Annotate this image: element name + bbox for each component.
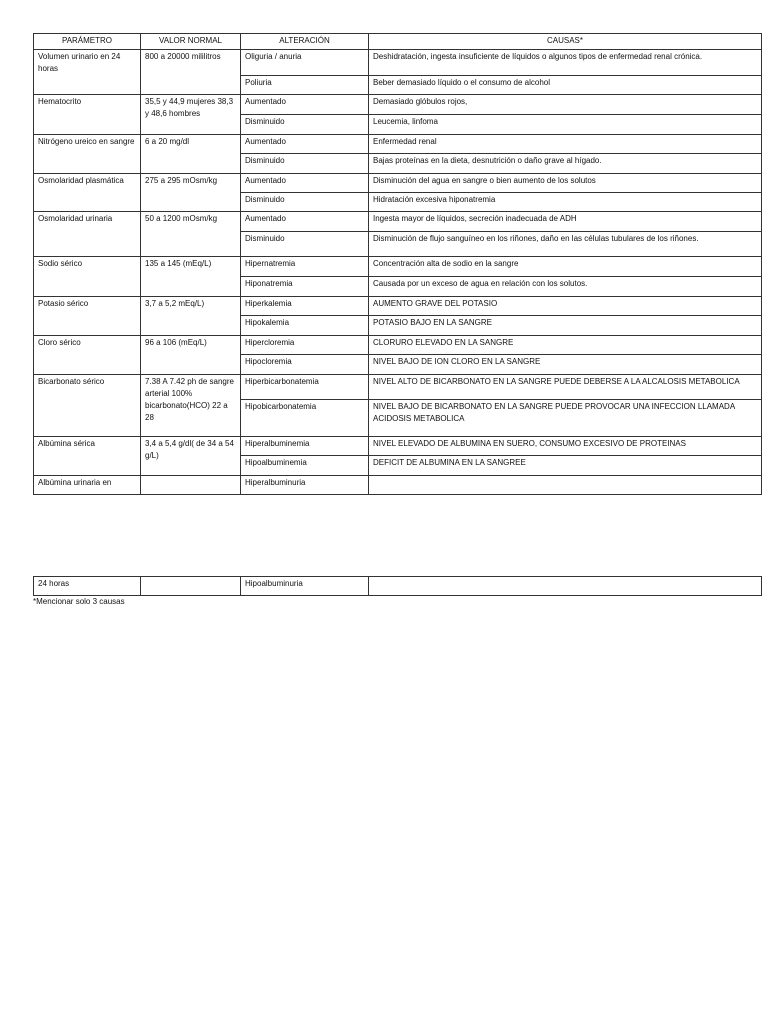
- valor-cell: 3,7 a 5,2 mEq/L): [141, 297, 241, 336]
- table-row: [34, 297, 762, 316]
- alteracion-cell: Hipernatremia: [241, 257, 369, 277]
- alteracion-cell: Oliguria / anuria: [241, 50, 369, 76]
- alteracion-cell: Hiperbicarbonatemia: [241, 375, 369, 400]
- causa-cell: AUMENTO GRAVE DEL POTASIO: [369, 297, 762, 316]
- table-row: [34, 212, 762, 232]
- causa-cell: CLORURO ELEVADO EN LA SANGRE: [369, 336, 762, 355]
- table-row: [34, 50, 762, 76]
- alteracion-cell: Hipobicarbonatemia: [241, 400, 369, 437]
- causa-cell: Leucemia, linfoma: [369, 115, 762, 135]
- table-row: [34, 257, 762, 277]
- header-causas: CAUSAS*: [369, 34, 762, 50]
- valor-cell: [141, 476, 241, 495]
- alteracion-cell: Aumentado: [241, 135, 369, 154]
- table-row: [34, 375, 762, 400]
- causa-cell: Ingesta mayor de líquidos, secreción inadecuada de ADH: [369, 212, 762, 232]
- parametro-cell: Osmolaridad plasmática: [34, 174, 141, 212]
- parametro-cell: Hematocrito: [34, 95, 141, 135]
- valor-cell: 96 a 106 (mEq/L): [141, 336, 241, 375]
- alteracion-cell: Disminuido: [241, 193, 369, 212]
- valor-cell: 3,4 a 5,4 g/dl( de 34 a 54 g/L): [141, 437, 241, 476]
- causa-cell: DEFICIT DE ALBUMINA EN LA SANGREE: [369, 456, 762, 476]
- table-row: [34, 174, 762, 193]
- table-row: [34, 437, 762, 456]
- alteracion-cell: Aumentado: [241, 95, 369, 115]
- alteracion-cell: Aumentado: [241, 212, 369, 232]
- alteracion-cell: Hipokalemia: [241, 316, 369, 336]
- parametro-cell: Albúmina urinaria en: [34, 476, 141, 495]
- header-alteracion: ALTERACIÓN: [241, 34, 369, 50]
- valor-cell: 275 a 295 mOsm/kg: [141, 174, 241, 212]
- causa-cell: NIVEL ELEVADO DE ALBUMINA EN SUERO, CONSUMO EXCESIVO DE PROTEINAS: [369, 437, 762, 456]
- alteracion-cell: Hiperkalemia: [241, 297, 369, 316]
- parametro-cell: 24 horas: [34, 577, 141, 596]
- table-row: [34, 577, 762, 596]
- causa-cell: [369, 577, 762, 596]
- valor-cell: 800 a 20000 mililitros: [141, 50, 241, 95]
- alteracion-cell: Hipercloremia: [241, 336, 369, 355]
- parametro-cell: Osmolaridad urinaria: [34, 212, 141, 257]
- alteracion-cell: Hipocloremia: [241, 355, 369, 375]
- alteracion-cell: Hipoalbuminemia: [241, 456, 369, 476]
- parameters-table: [33, 33, 762, 495]
- table-row: [34, 476, 762, 495]
- alteracion-cell: Hiperalbuminuria: [241, 476, 369, 495]
- alteracion-cell: Hiperalbuminemia: [241, 437, 369, 456]
- valor-cell: 7.38 A 7.42 ph de sangre arterial 100% bicarbonato(HCO) 22 a 28: [141, 375, 241, 437]
- parametro-cell: Potasio sérico: [34, 297, 141, 336]
- header-parametro: PARÁMETRO: [34, 34, 141, 50]
- alteracion-cell: Poliuria: [241, 76, 369, 95]
- header-valor-normal: VALOR NORMAL: [141, 34, 241, 50]
- alteracion-cell: Hiponatremia: [241, 277, 369, 297]
- causa-cell: Bajas proteínas en la dieta, desnutrición o daño grave al hígado.: [369, 154, 762, 174]
- alteracion-cell: Disminuido: [241, 232, 369, 257]
- causa-cell: Hidratación excesiva hiponatremia: [369, 193, 762, 212]
- causa-cell: NIVEL BAJO DE ION CLORO EN LA SANGRE: [369, 355, 762, 375]
- table-row: [34, 95, 762, 115]
- footnote: *Mencionar solo 3 causas: [33, 597, 125, 606]
- causa-cell: POTASIO BAJO EN LA SANGRE: [369, 316, 762, 336]
- causa-cell: Beber demasiado líquido o el consumo de alcohol: [369, 76, 762, 95]
- valor-cell: [141, 577, 241, 596]
- valor-cell: 35,5 y 44,9 mujeres 38,3 y 48,6 hombres: [141, 95, 241, 135]
- valor-cell: 50 a 1200 mOsm/kg: [141, 212, 241, 257]
- parametro-cell: Volumen urinario en 24 horas: [34, 50, 141, 95]
- causa-cell: Enfermedad renal: [369, 135, 762, 154]
- parametro-cell: Nitrógeno ureico en sangre: [34, 135, 141, 174]
- table-header-row: [34, 34, 762, 50]
- causa-cell: NIVEL BAJO DE BICARBONATO EN LA SANGRE PUEDE PROVOCAR UNA INFECCION LLAMADA ACIDOSIS METABOLICA: [369, 400, 762, 437]
- causa-cell: Disminución del agua en sangre o bien aumento de los solutos: [369, 174, 762, 193]
- table-row: [34, 135, 762, 154]
- parametro-cell: Cloro sérico: [34, 336, 141, 375]
- causa-cell: NIVEL ALTO DE BICARBONATO EN LA SANGRE PUEDE DEBERSE A LA ALCALOSIS METABOLICA: [369, 375, 762, 400]
- alteracion-cell: Disminuido: [241, 115, 369, 135]
- valor-cell: 6 a 20 mg/dl: [141, 135, 241, 174]
- parametro-cell: Sodio sérico: [34, 257, 141, 297]
- causa-cell: Deshidratación, ingesta insuficiente de líquidos o algunos tipos de enfermedad renal crónica.: [369, 50, 762, 76]
- parametro-cell: Bicarbonato sérico: [34, 375, 141, 437]
- causa-cell: Disminución de flujo sanguíneo en los riñones, daño en las células tubulares de los riñones.: [369, 232, 762, 257]
- causa-cell: Demasiado glóbulos rojos,: [369, 95, 762, 115]
- valor-cell: 135 a 145 (mEq/L): [141, 257, 241, 297]
- causa-cell: [369, 476, 762, 495]
- alteracion-cell: Aumentado: [241, 174, 369, 193]
- causa-cell: Causada por un exceso de agua en relación con los solutos.: [369, 277, 762, 297]
- causa-cell: Concentración alta de sodio en la sangre: [369, 257, 762, 277]
- table-row: [34, 336, 762, 355]
- parameters-table-continuation: [33, 576, 762, 596]
- alteracion-cell: Disminuido: [241, 154, 369, 174]
- alteracion-cell: Hipoalbuminuria: [241, 577, 369, 596]
- parametro-cell: Albúmina sérica: [34, 437, 141, 476]
